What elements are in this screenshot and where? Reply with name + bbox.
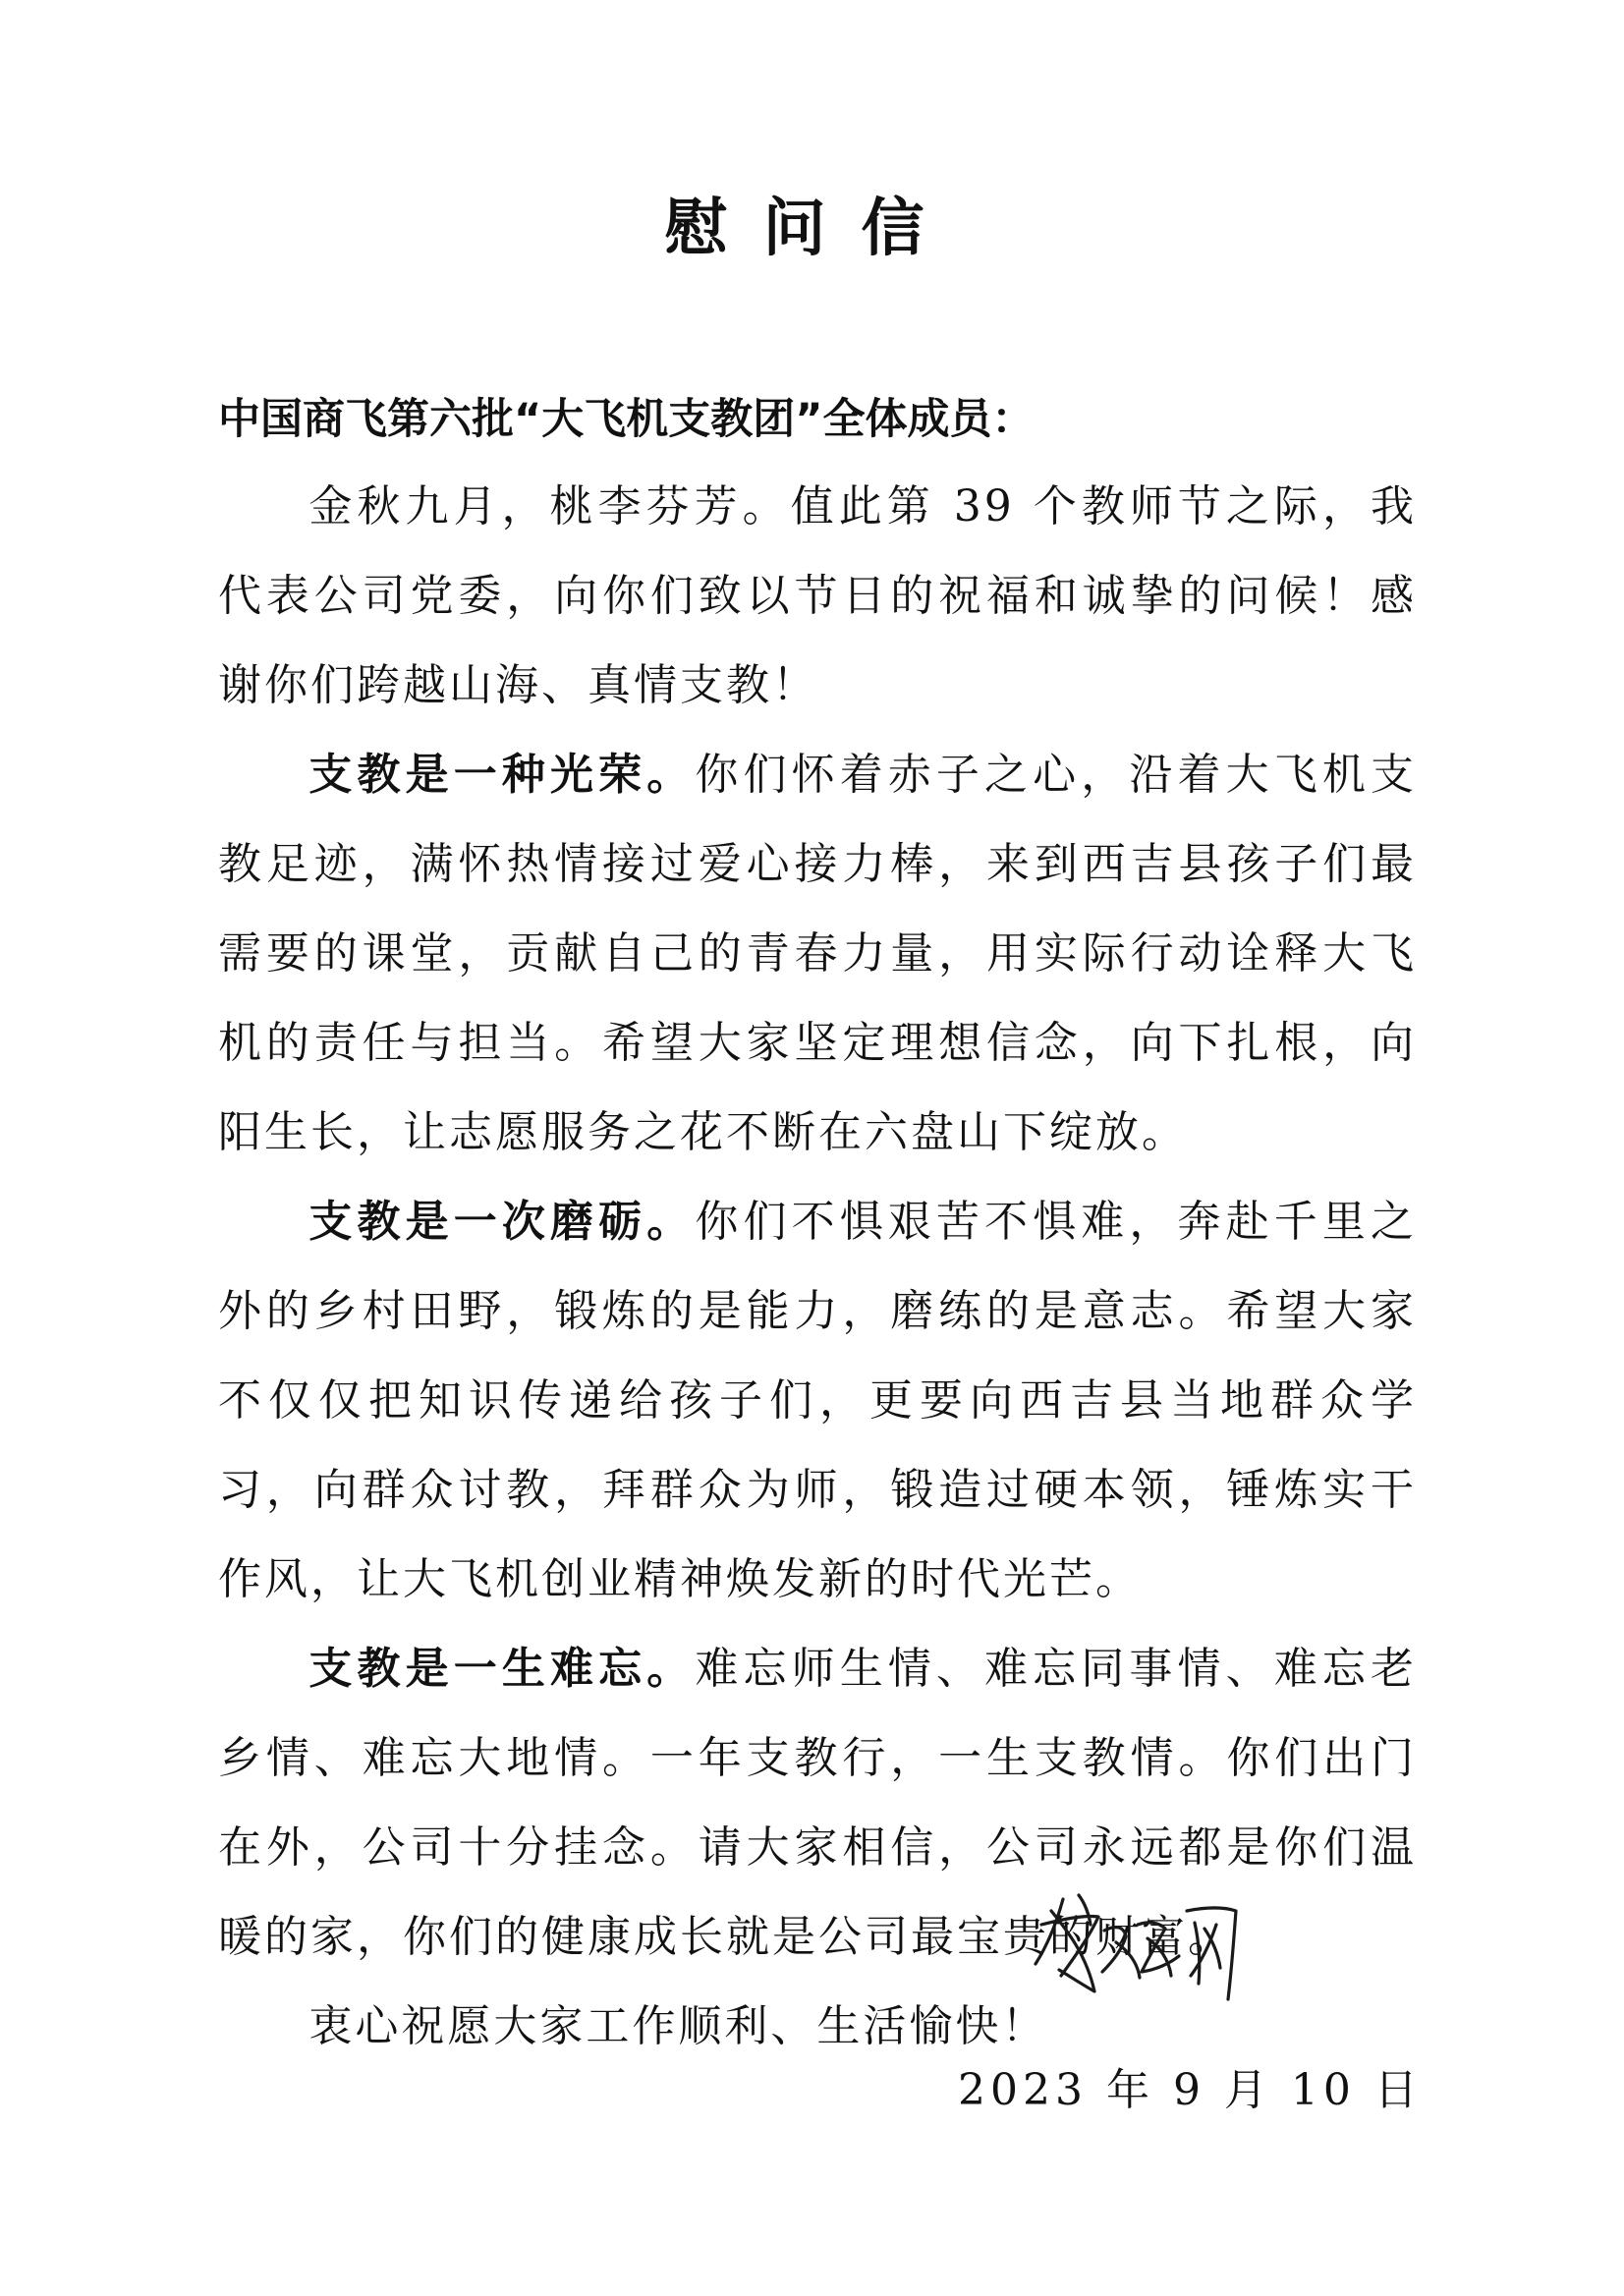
letter-date: 2023 年 9 月 10 日 [958,2065,1423,2115]
letter-body [218,462,1417,2071]
paragraph-honor [218,730,1417,1177]
salutation: 中国商飞第六批“大飞机支教团”全体成员： [218,395,1035,444]
paragraph-lead: 支教是一种光荣。 [308,750,696,800]
paragraph-text: 你们不惧艰苦不惧难，奔赴千里之外的乡村田野，锻炼的是能力，磨练的是意志。希望大家不仅仅把知识传递给孩子们，更要向西吉县当地群众学习，向群众讨教，拜群众为师，锻造过硬本领，锤炼实干作风，让大飞机创业精神焕发新的时代光芒。 [218,1197,1418,1604]
paragraph-lead: 支教是一生难忘。 [308,1644,696,1694]
paragraph-lead: 支教是一次磨砺。 [308,1197,696,1247]
paragraph-greeting [218,462,1417,730]
paragraph-text: 衷心祝愿大家工作顺利、生活愉快！ [308,2001,1048,2051]
paragraph-text: 你们怀着赤子之心，沿着大飞机支教足迹，满怀热情接过爱心接力棒，来到西吉县孩子们最需要的课堂，贡献自己的青春力量，用实际行动诠释大飞机的责任与担当。希望大家坚定理想信念，向下扎根，向阳生长，让志愿服务之花不断在六盘山下绽放。 [218,750,1418,1157]
paragraph-text: 金秋九月，桃李芬芳。值此第 39 个教师节之际，我代表公司党委，向你们致以节日的祝福和诚挚的问候！感谢你们跨越山海、真情支教！ [218,481,1417,710]
paragraph-tempering [218,1177,1417,1624]
paragraph-text: 难忘师生情、难忘同事情、难忘老乡情、难忘大地情。一年支教行，一生支教情。你们出门在外，公司十分挂念。请大家相信，公司永远都是你们温暖的家，你们的健康成长就是公司最宝贵的财富。 [218,1644,1418,1962]
letter-title: 慰问信 [664,193,960,265]
handwritten-signature [1022,1881,1258,2019]
